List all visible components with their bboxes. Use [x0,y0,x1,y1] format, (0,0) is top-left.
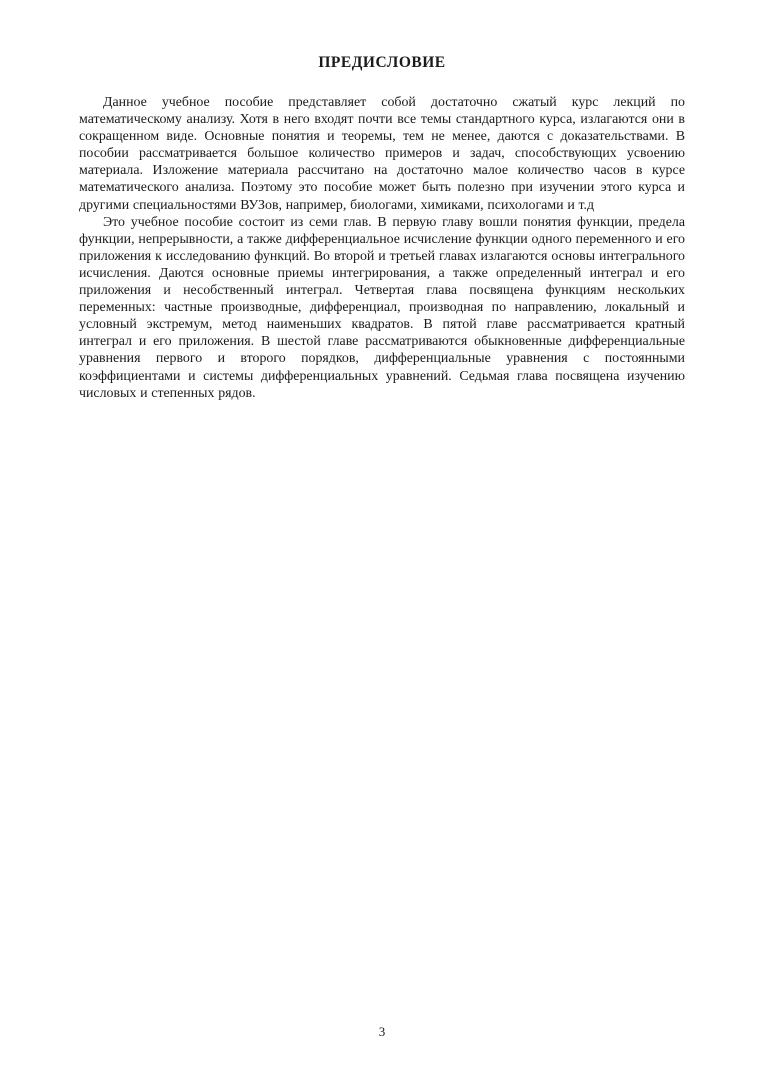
paragraph: Это учебное пособие состоит из семи глав. В первую главу вошли понятия функции, предела функции, непрерывности, а также дифференциальное исчисление функции одного переменного и его приложения к исследованию функций. Во второй и третьей главах излагаются основы интегрального исчисления. Даются основные приемы интегрирования, а также определенный интеграл и его приложения и несобственный интеграл. Четвертая глава посвящена функциям нескольких переменных: частные производные, дифференциал, производная по направлению, локальный и условный экстремум, метод наименьших квадратов. В пятой главе рассматривается кратный интеграл и его приложения. В шестой главе рассматриваются обыкновенные дифференциальные уравнения первого и второго порядков, дифференциальные уравнения с постоянными коэффициентами и системы дифференциальных уравнений. Седьмая глава посвящена изучению числовых и степенных рядов. [79,214,685,401]
page-title: ПРЕДИСЛОВИЕ [318,54,446,71]
page-number: 3 [378,1024,386,1039]
paragraph: Данное учебное пособие представляет собой достаточно сжатый курс лекций по математическому анализу. Хотя в него входят почти все темы стандартного курса, излагаются они в сокращенном виде. Основные понятия и теоремы, тем не менее, даются с доказательствами. В пособии рассматривается большое количество примеров и задач, способствующих усвоению материала. Изложение материала рассчитано на достаточно малое количество часов в курсе математического анализа. Поэтому это пособие может быть полезно при изучении этого курса и другими специальностями ВУЗов, например, биологами, химиками, психологами и т.д [79,95,685,213]
text-block [79,54,685,402]
